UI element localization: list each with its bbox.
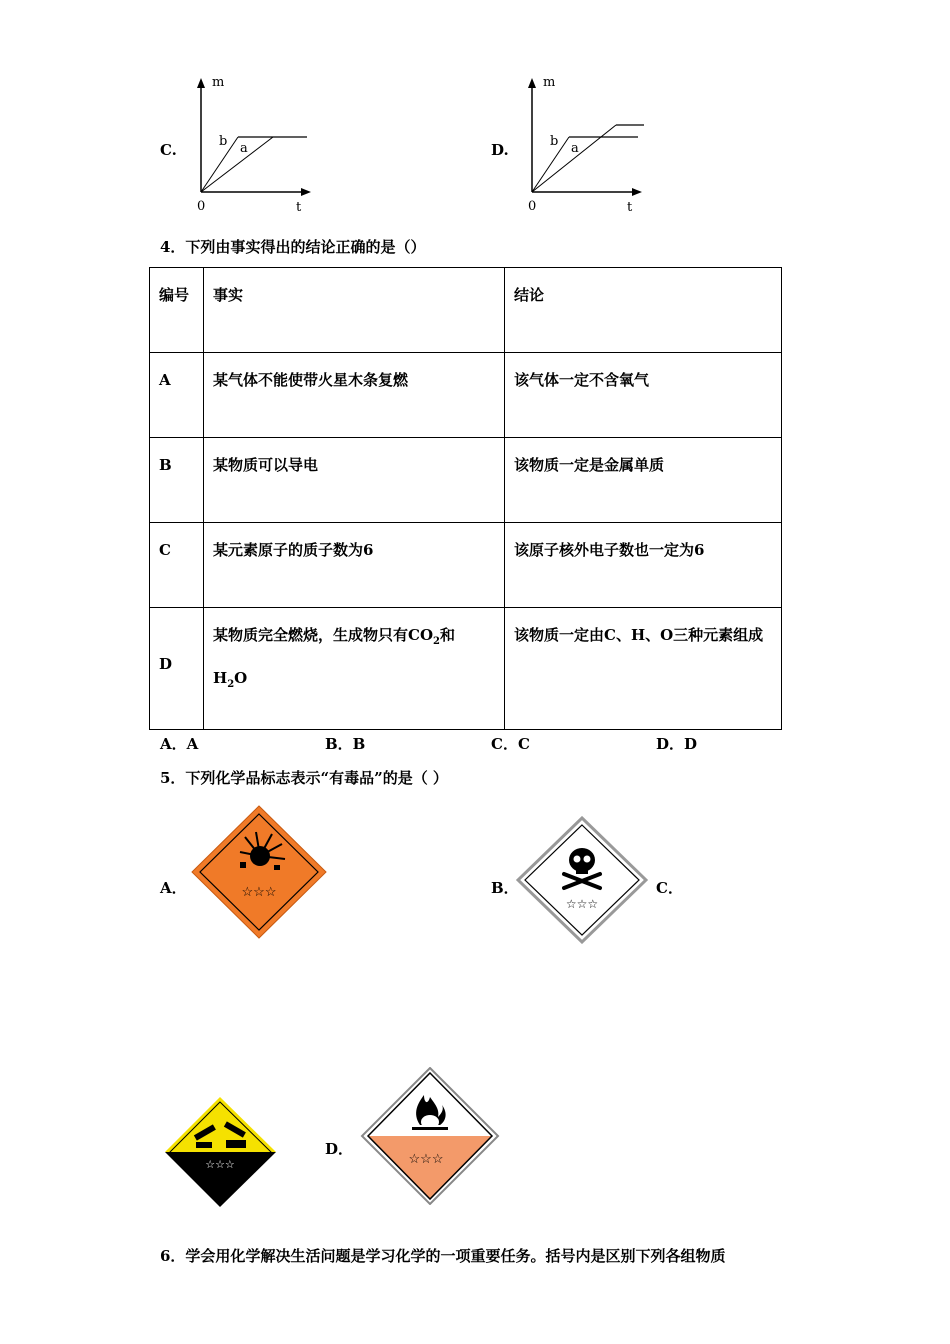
oxidizer-sign-icon	[360, 1067, 500, 1205]
origin-label: 0	[528, 199, 537, 214]
answer-c[interactable]: C．C	[491, 735, 530, 753]
facts-table	[149, 267, 782, 730]
row-conclusion: 该气体一定不含氧气	[505, 353, 782, 438]
option-c-label: C.	[160, 141, 177, 159]
row-fact: 某物质可以导电	[204, 438, 505, 523]
row-conclusion: 该物质一定由C、H、O三种元素组成	[505, 608, 782, 730]
row-id: B	[150, 438, 204, 523]
line-b-label: b	[219, 134, 228, 149]
answer-a[interactable]: A．A	[160, 735, 199, 753]
row-conclusion: 该原子核外电子数也一定为6	[505, 523, 782, 608]
x-label: t	[296, 200, 302, 215]
corrosive-sign-icon	[164, 1096, 277, 1208]
option-b-label: B．	[491, 879, 519, 897]
toxic-stars: ☆☆☆	[565, 897, 599, 911]
graph-c	[185, 72, 325, 217]
explosive-stars: ☆☆☆	[241, 885, 277, 900]
line-a-label: a	[240, 141, 248, 156]
table-row	[150, 523, 782, 608]
option-a-label: A．	[160, 879, 187, 897]
y-label: m	[212, 75, 225, 90]
option-c-label-q5: C．	[656, 879, 683, 897]
y-label: m	[543, 75, 556, 90]
x-axis-arrow	[632, 188, 642, 196]
answer-b[interactable]: B．B	[325, 735, 366, 753]
toxic-sign-icon	[516, 816, 648, 944]
answer-d[interactable]: D．D	[656, 735, 698, 753]
row-id: A	[150, 353, 204, 438]
y-axis-arrow	[197, 78, 205, 88]
line-b-label: b	[550, 134, 559, 149]
line-a-label: a	[571, 141, 579, 156]
row-fact: 某元素原子的质子数为6	[204, 523, 505, 608]
flame-base	[412, 1127, 448, 1130]
graph-d	[516, 72, 656, 217]
oxidizer-stars: ☆☆☆	[408, 1152, 444, 1167]
header-fact: 事实	[204, 268, 505, 353]
option-d-label-q5: D．	[325, 1140, 354, 1158]
line-a	[201, 137, 273, 192]
row-fact: 某气体不能使带火星木条复燃	[204, 353, 505, 438]
corrosive-stars: ☆☆☆	[205, 1158, 235, 1171]
explosive-sign-icon	[190, 804, 328, 940]
origin-label: 0	[197, 199, 206, 214]
row-id: D	[150, 608, 204, 730]
option-d-label: D.	[491, 141, 509, 159]
row-id: C	[150, 523, 204, 608]
question-6: 6．学会用化学解决生活问题是学习化学的一项重要任务。括号内是区别下列各组物质	[160, 1247, 726, 1265]
table-row	[150, 353, 782, 438]
corrosive-top	[164, 1096, 277, 1152]
header-id: 编号	[150, 268, 204, 353]
explosive-diamond	[192, 806, 326, 938]
table-header-row	[150, 268, 782, 353]
x-label: t	[627, 200, 633, 215]
y-axis-arrow	[528, 78, 536, 88]
table-row	[150, 438, 782, 523]
oxidizer-bottom	[360, 1136, 500, 1205]
table-row	[150, 608, 782, 730]
question-4: 4．下列由事实得出的结论正确的是（）	[160, 238, 426, 256]
row-fact: 某物质完全燃烧，生成物只有$CO_2$和 $H_2O$	[204, 608, 505, 730]
question-5: 5．下列化学品标志表示“有毒品”的是（ ）	[160, 769, 448, 787]
x-axis-arrow	[301, 188, 311, 196]
row-conclusion: 该物质一定是金属单质	[505, 438, 782, 523]
line-a	[532, 125, 616, 192]
header-conclusion: 结论	[505, 268, 782, 353]
